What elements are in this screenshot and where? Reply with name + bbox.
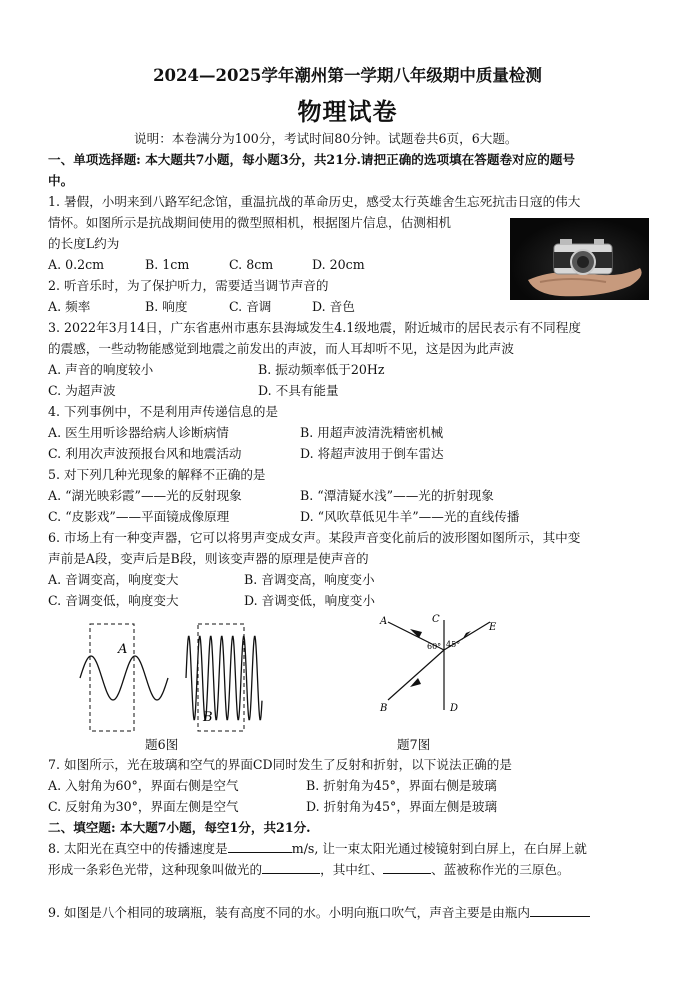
- q4-option-a: A. 医生用听诊器给病人诊断病情: [48, 425, 229, 440]
- q8-line2-part2: ，其中红、: [320, 862, 384, 877]
- q6-line1: 6. 市场上有一种变声器，它可以将男声变成女声。某段声音变化前后的波形图如图所示，其中变: [48, 530, 581, 545]
- exam-title: 2024—2025学年潮州第一学期八年级期中质量检测: [153, 66, 542, 85]
- q8-line1: [48, 839, 587, 859]
- q2-option-c: C. 音调: [229, 299, 272, 314]
- q6-option-a: A. 音调变高，响度变大: [48, 572, 179, 587]
- point-c: C: [432, 614, 440, 625]
- q8-line1-part1: 8. 太阳光在真空中的传播速度是: [48, 841, 228, 856]
- q7-stem: 7. 如图所示，光在玻璃和空气的界面CD同时发生了反射和折射，以下说法正确的是: [48, 757, 512, 772]
- q9-stem: 9. 如图是八个相同的玻璃瓶，装有高度不同的水。小明向瓶口吹气，声音主要是由瓶内: [48, 905, 530, 920]
- q4-option-d: D. 将超声波用于倒车雷达: [300, 446, 444, 461]
- wave-a-box: [90, 624, 134, 731]
- section1-heading-line1: 一、单项选择题: 本大题共7小题，每小题3分，共21分.请把正确的选项填在答题卷对应的题号: [48, 152, 576, 167]
- section1-heading-line2: 中。: [48, 173, 74, 188]
- ray-b: [388, 650, 444, 700]
- q8-line2-part3: 、蓝被称作光的三原色。: [431, 862, 570, 877]
- q2-option-a: A. 频率: [48, 299, 91, 314]
- q8-blank-speed[interactable]: [228, 839, 292, 853]
- q3-option-d: D. 不具有能量: [258, 383, 339, 398]
- q5-option-b: B. “潭清疑水浅”——光的折射现象: [300, 488, 494, 503]
- wave-a-curve: [80, 656, 168, 700]
- exam-subtitle: 物理试卷: [297, 97, 398, 126]
- q8-blank-color[interactable]: [383, 860, 431, 874]
- section2-heading: 二、填空题: 本大题7小题，每空1分，共21分.: [48, 820, 311, 835]
- q3-option-a: A. 声音的响度较小: [48, 362, 154, 377]
- q5-stem: 5. 对下列几种光现象的解释不正确的是: [48, 467, 266, 482]
- point-e: E: [489, 622, 497, 633]
- camera-illustration: [510, 218, 649, 300]
- q2-stem: 2. 听音乐时，为了保护听力，需要适当调节声音的: [48, 278, 329, 293]
- q1-line2: 情怀。如图所示是抗战期间使用的微型照相机，根据图片信息，估测相机: [48, 215, 451, 230]
- figure7-caption: 题7图: [397, 737, 431, 752]
- q2-option-d: D. 音色: [312, 299, 355, 314]
- q4-option-b: B. 用超声波清洗精密机械: [300, 425, 444, 440]
- q8-line2: [48, 860, 570, 880]
- wave-b-label: B: [203, 710, 213, 725]
- q6-option-d: D. 音调变低，响度变小: [244, 593, 375, 608]
- q3-line2: 的震感，一些动物能感觉到地震之前发出的声波，而人耳却听不见，这是因为此声波: [48, 341, 514, 356]
- q3-option-b: B. 振动频率低于20Hz: [258, 362, 385, 377]
- figure6-caption: 题6图: [145, 737, 179, 752]
- q8-line2-part1: 形成一条彩色光带，这种现象叫做光的: [48, 862, 263, 877]
- q7-option-a: A. 入射角为60°，界面右侧是空气: [48, 778, 239, 793]
- angle-60-label: 60°: [427, 642, 442, 651]
- q1-line1: 1. 暑假，小明来到八路军纪念馆，重温抗战的革命历史，感受太行英雄舍生忘死抗击日寇的伟大: [48, 194, 581, 209]
- q8-line1-part2: m/s, 让一束太阳光通过棱镜射到白屏上，在白屏上就: [291, 841, 587, 856]
- q1-option-b: B. 1cm: [145, 257, 190, 272]
- q4-stem: 4. 下列事例中，不是利用声传递信息的是: [48, 404, 279, 419]
- wave-b-curve: [186, 636, 262, 719]
- q2-option-b: B. 响度: [145, 299, 188, 314]
- q3-option-c: C. 为超声波: [48, 383, 116, 398]
- q6-line2: 声前是A段，变声后是B段，则该变声器的原理是使声音的: [48, 551, 369, 566]
- figure6-waveforms: [76, 618, 276, 736]
- q1-option-d: D. 20cm: [312, 257, 365, 272]
- q7-option-b: B. 折射角为45°，界面右侧是玻璃: [306, 778, 497, 793]
- q5-option-c: C. “皮影戏”——平面镜成像原理: [48, 509, 230, 524]
- q7-option-d: D. 折射角为45°，界面左侧是玻璃: [306, 799, 498, 814]
- q7-option-c: C. 反射角为30°，界面左侧是空气: [48, 799, 239, 814]
- figure7-light-diagram: [370, 612, 510, 720]
- q5-option-a: A. “湖光映彩霞”——光的反射现象: [48, 488, 242, 503]
- q6-option-b: B. 音调变高，响度变小: [244, 572, 375, 587]
- point-b: B: [380, 703, 388, 714]
- q3-line1: 3. 2022年3月14日，广东省惠州市惠东县海域发生4.1级地震，附近城市的居民表示有不同程度: [48, 320, 581, 335]
- camera-in-hand-photo: [510, 218, 649, 300]
- q9-blank-source[interactable]: [530, 903, 590, 917]
- q1-option-a: A. 0.2cm: [48, 257, 105, 272]
- q5-option-d: D. “风吹草低见牛羊”——光的直线传播: [300, 509, 520, 524]
- q1-option-c: C. 8cm: [229, 257, 274, 272]
- q1-line3: 的长度L约为: [48, 236, 120, 251]
- q6-option-c: C. 音调变低，响度变大: [48, 593, 179, 608]
- point-d: D: [450, 703, 459, 714]
- q9-line1: [48, 903, 590, 923]
- q8-blank-phenomenon[interactable]: [262, 860, 320, 874]
- q4-option-c: C. 利用次声波预报台风和地震活动: [48, 446, 242, 461]
- wave-a-label: A: [118, 642, 128, 657]
- point-a: A: [380, 616, 388, 627]
- angle-45-label: 45°: [446, 640, 461, 649]
- exam-note: 说明：本卷满分为100分，考试时间80分钟。试题卷共6页，6大题。: [134, 131, 518, 146]
